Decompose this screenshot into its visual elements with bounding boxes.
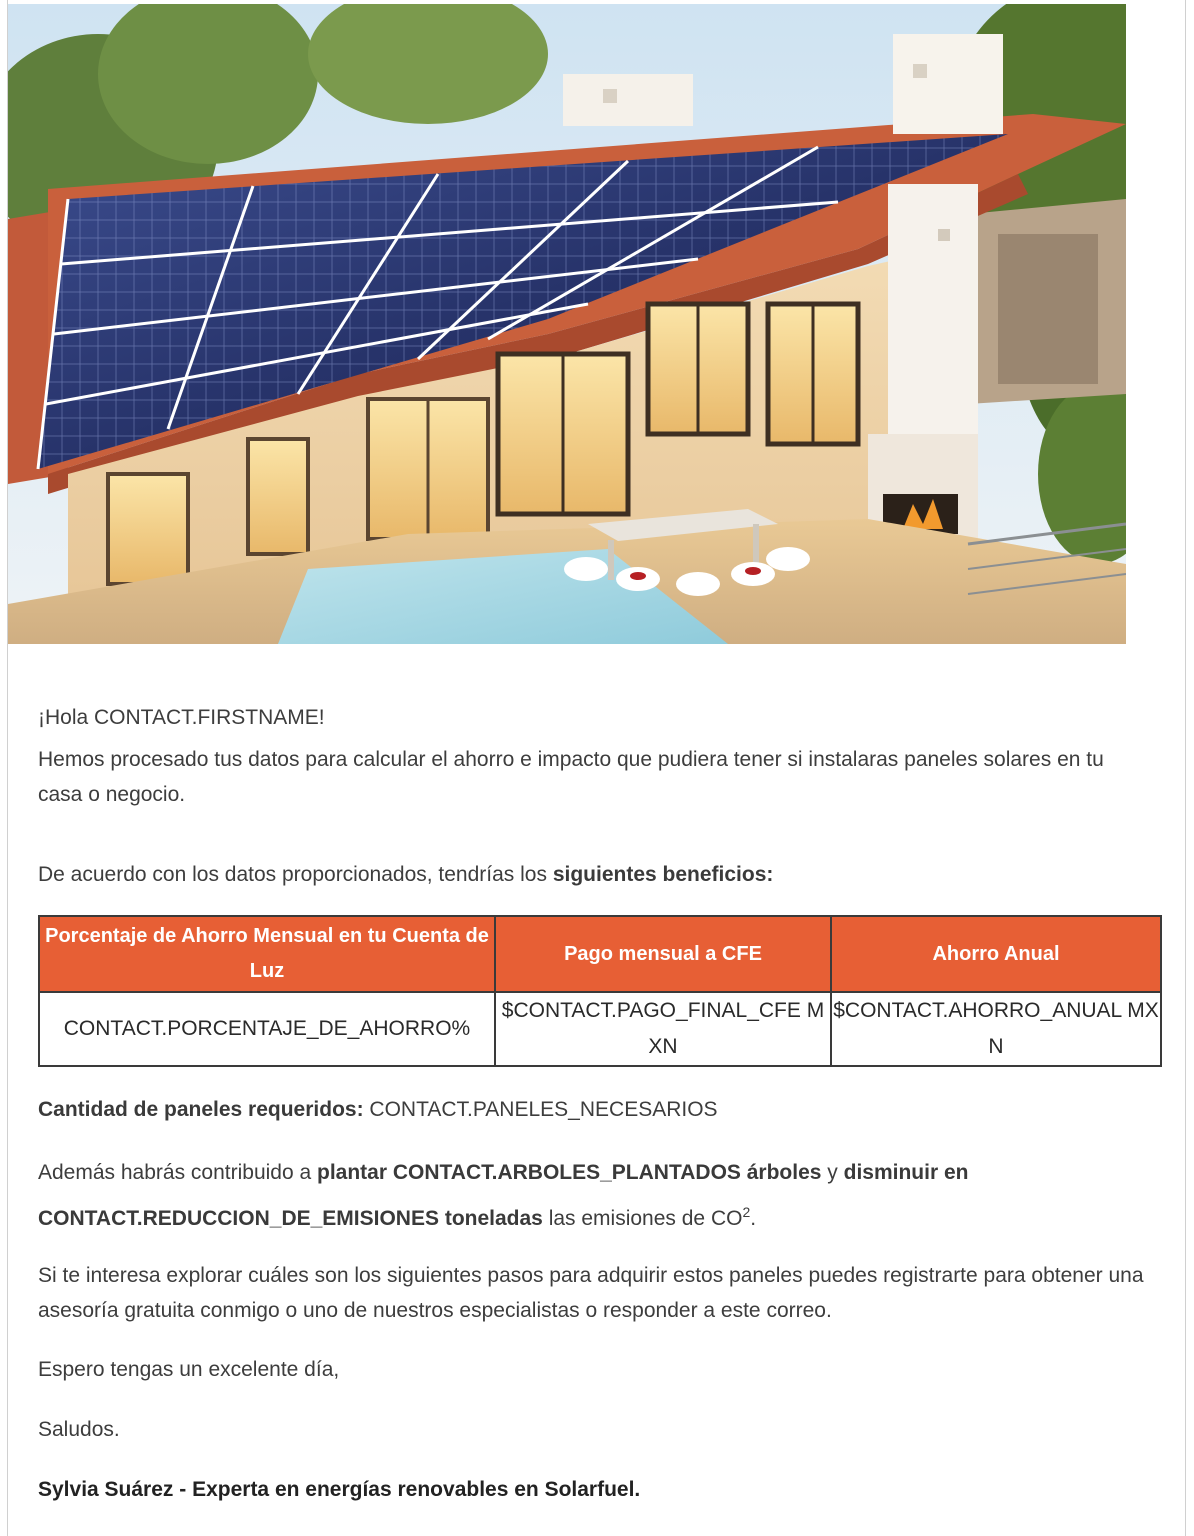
next-steps-paragraph: Si te interesa explorar cuáles son los siguientes pasos para adquirir estos paneles puedes registrarte para obtener una asesoría gratuita conmigo o uno de nuestros especialistas o responder a este correo. <box>38 1264 1144 1322</box>
table-header-row <box>39 916 1161 992</box>
cell-monthly-payment: $CONTACT.PAGO_FINAL_CFE MXN <box>495 992 831 1066</box>
header-annual-savings: Ahorro Anual <box>831 916 1161 992</box>
closing-line: Espero tengas un excelente día, <box>38 1358 340 1381</box>
header-monthly-payment: Pago mensual a CFE <box>495 916 831 992</box>
impact-text-2: y <box>821 1161 844 1184</box>
impact-trees: plantar CONTACT.ARBOLES_PLANTADOS árboles <box>317 1161 822 1184</box>
header-savings-percent: Porcentaje de Ahorro Mensual en tu Cuenta de Luz <box>39 916 495 992</box>
impact-emissions: disminuir en CONTACT.REDUCCION_DE_EMISIONES toneladas <box>38 1161 969 1230</box>
benefits-prefix: De acuerdo con los datos proporcionados, tendrías los <box>38 863 553 886</box>
cell-annual-savings: $CONTACT.AHORRO_ANUAL MXN <box>831 992 1161 1066</box>
panels-required <box>38 1092 718 1127</box>
impact-text-1: Además habrás contribuido a <box>38 1161 317 1184</box>
table-row <box>39 992 1161 1066</box>
greeting: ¡Hola CONTACT.FIRSTNAME! <box>38 706 325 729</box>
regards-line: Saludos. <box>38 1418 120 1441</box>
email-frame <box>7 0 1186 1536</box>
panels-value: CONTACT.PANELES_NECESARIOS <box>363 1098 718 1121</box>
signature: Sylvia Suárez - Experta en energías renovables en Solarfuel. <box>38 1478 641 1501</box>
benefits-table <box>38 915 1162 1067</box>
panels-label: Cantidad de paneles requeridos: <box>38 1098 364 1121</box>
impact-text-3: las emisiones de CO <box>542 1207 743 1230</box>
impact-text-4: . <box>750 1207 757 1230</box>
hero-image-solar-house <box>8 4 1126 644</box>
cell-savings-percent: CONTACT.PORCENTAJE_DE_AHORRO% <box>39 992 495 1066</box>
benefits-bold: siguientes beneficios: <box>552 863 774 886</box>
impact-paragraph <box>38 1150 1148 1242</box>
impact-superscript: 2 <box>742 1204 751 1220</box>
intro-paragraph: Hemos procesado tus datos para calcular el ahorro e impacto que pudiera tener si instalaras paneles solares en tu casa o negocio. <box>38 748 1104 806</box>
benefits-intro <box>38 857 773 892</box>
